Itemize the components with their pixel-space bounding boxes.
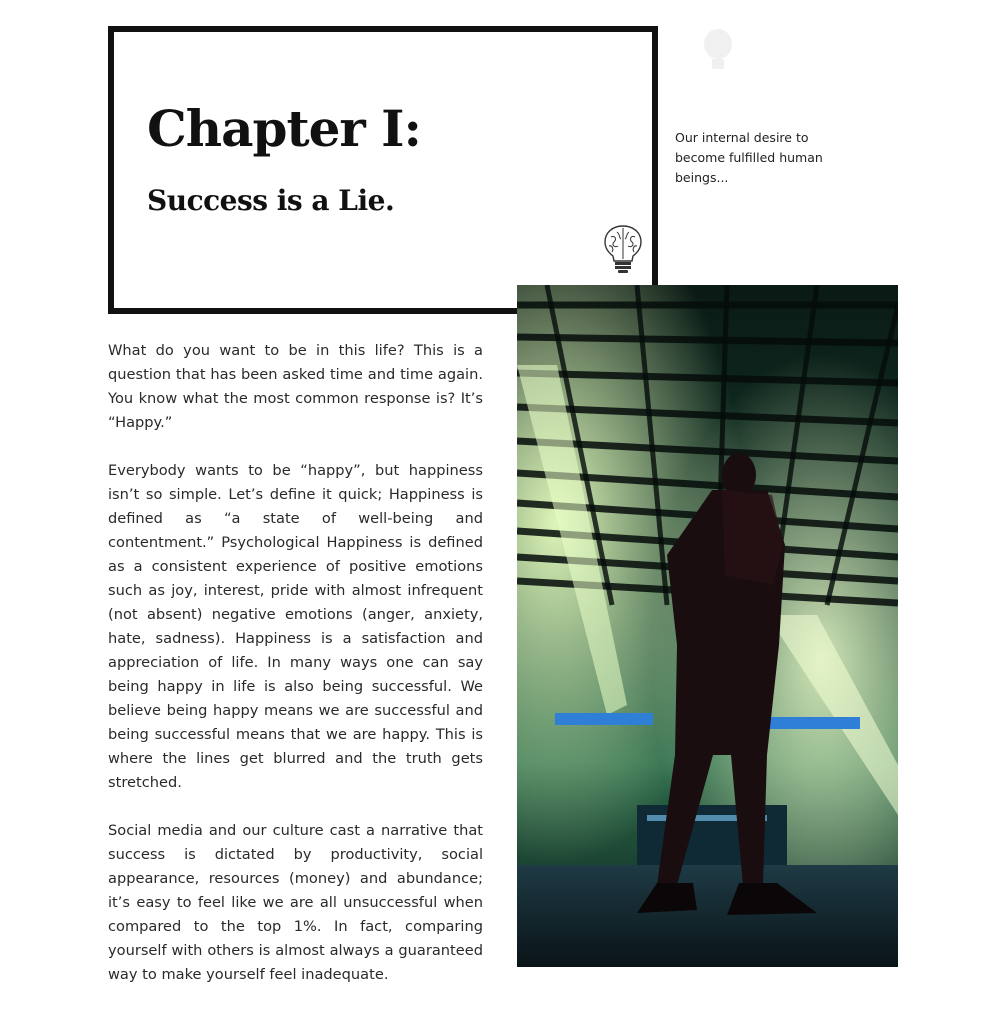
faint-lightbulb-icon <box>700 28 736 76</box>
chapter-title-box <box>108 26 658 314</box>
chapter-heading: Chapter I: <box>147 99 422 158</box>
chapter-subtitle: Success is a Lie. <box>147 184 395 217</box>
article-body <box>108 339 483 1011</box>
paragraph: What do you want to be in this life? This is a question that has been asked time and time again. You know what the most common response is? It’s “Happy.” <box>108 342 483 431</box>
lightbulb-brain-icon <box>603 223 643 275</box>
hallway-photo <box>517 285 898 967</box>
paragraph: Everybody wants to be “happy”, but happiness isn’t so simple. Let’s define it quick; Happiness is defined as “a state of well-being and contentment.” Psychological Happiness is defined as a consistent experience of positive emotions such as joy, interest, pride with almost infrequent (not absent) negative emotions (anger, anxiety, hate, sadness). Happiness is a satisfaction and appreciation of life. In many ways one can say being happy in life is also being successful. We believe being happy means we are successful and being successful means that we are happy. This is where the lines get blurred and the truth gets stretched. <box>108 462 483 791</box>
paragraph: Social media and our culture cast a narrative that success is dictated by productivity, social appearance, resources (money) and abundance; it’s easy to feel like we are all unsuccessful when compared to the top 1%. In fact, comparing yourself with others is almost always a guaranteed way to make yourself feel inadequate. <box>108 822 483 983</box>
side-note: Our internal desire to become fulfilled human beings... <box>675 130 823 185</box>
